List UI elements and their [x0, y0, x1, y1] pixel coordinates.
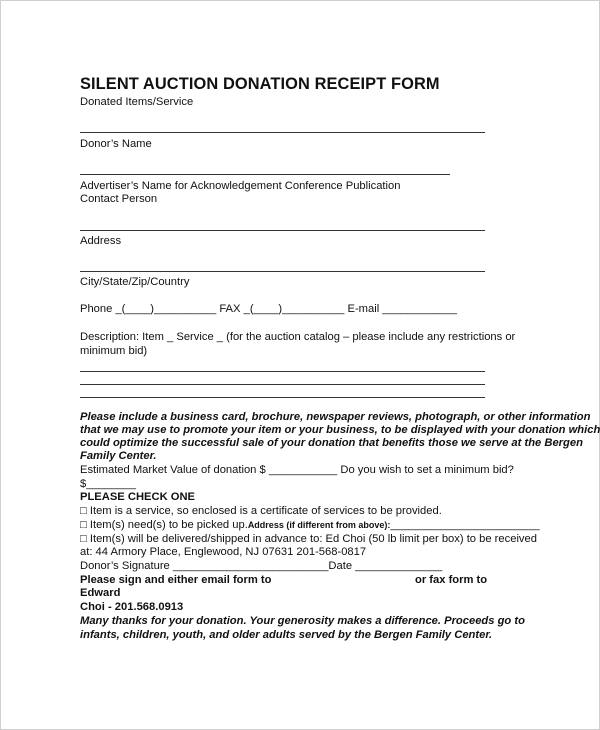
pickup-address-field[interactable]: ________________________	[390, 519, 540, 531]
promo-text-2: that we may use to promote your item or your business, to be displayed with your donation which	[80, 424, 600, 436]
description-label-cont: minimum bid)	[80, 345, 148, 357]
donated-items-label: Donated Items/Service	[80, 96, 194, 108]
contact-person-label: Contact Person	[80, 193, 158, 205]
description-label: Description: Item _ Service _ (for the auction catalog – please include any restrictions or	[80, 331, 516, 343]
advertiser-label: Advertiser’s Name for Acknowledgement Conference Publication	[80, 180, 401, 192]
minimum-bid-field[interactable]: $________	[80, 478, 136, 490]
market-value-line[interactable]: Estimated Market Value of donation $ ___________ Do you wish to set a minimum bid?	[80, 464, 514, 476]
description-line-2[interactable]	[80, 384, 485, 385]
check-option-service[interactable]: □ Item is a service, so enclosed is a certificate of services to be provided.	[80, 505, 442, 517]
fax-instruction: or fax form to	[415, 574, 488, 586]
check-option-pickup[interactable]	[80, 518, 540, 532]
city-state-label: City/State/Zip/Country	[80, 276, 190, 288]
address-line[interactable]	[80, 271, 485, 272]
thanks-text-1: Many thanks for your donation. Your generosity makes a difference. Proceeds go to	[80, 615, 525, 627]
description-line-1[interactable]	[80, 371, 485, 372]
contact-person-line[interactable]	[80, 230, 485, 231]
address-label: Address	[80, 235, 122, 247]
pickup-address-label: Address (if different from above):	[247, 520, 391, 530]
donor-name-line[interactable]	[80, 174, 450, 175]
fax-contact-number: Choi - 201.568.0913	[80, 601, 184, 613]
signature-date-line[interactable]: Donor’s Signature _________________________Date ______________	[80, 560, 443, 572]
check-option-pickup-label: □ Item(s) need(s) to be picked up.	[80, 519, 248, 531]
donor-name-label: Donor’s Name	[80, 138, 152, 150]
fax-contact-name: Edward	[80, 587, 121, 599]
delivery-address: at: 44 Armory Place, Englewood, NJ 07631 201-568-0817	[80, 546, 367, 558]
phone-fax-email-line[interactable]: Phone _(____)__________ FAX _(____)__________ E-mail ____________	[80, 303, 457, 315]
check-option-delivery[interactable]: □ Item(s) will be delivered/shipped in advance to: Ed Choi (50 lb limit per box) to be received	[80, 533, 537, 545]
description-line-3[interactable]	[80, 397, 485, 398]
check-one-heading: PLEASE CHECK ONE	[80, 491, 195, 503]
email-instruction: Please sign and either email form to	[80, 574, 272, 586]
promo-text-4: Family Center.	[80, 450, 157, 462]
thanks-text-2: infants, children, youth, and older adults served by the Bergen Family Center.	[80, 629, 493, 641]
form-title: SILENT AUCTION DONATION RECEIPT FORM	[80, 75, 440, 93]
promo-text-3: could optimize the successful sale of your donation that benefits those we serve at the Bergen	[80, 437, 583, 449]
donated-items-line[interactable]	[80, 132, 485, 133]
promo-text-1: Please include a business card, brochure, newspaper reviews, photograph, or other information	[80, 411, 591, 423]
